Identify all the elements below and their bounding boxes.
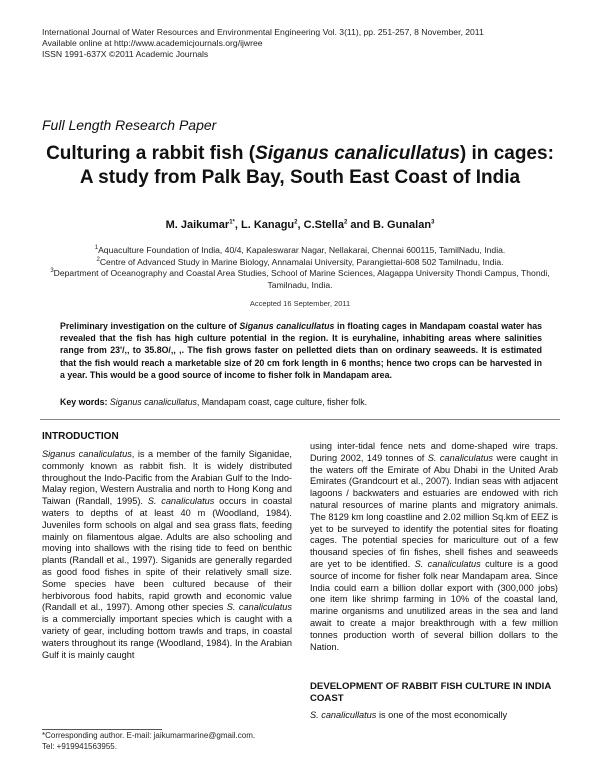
author-separator: and bbox=[347, 219, 373, 231]
abstract-species: Siganus canalicullatus bbox=[239, 321, 335, 331]
species-name: S. canaliculatus bbox=[226, 602, 292, 613]
intro-right-column bbox=[310, 441, 558, 653]
corresponding-author: *Corresponding author. E-mail: jaikumarmarine@gmail.com. bbox=[42, 731, 256, 740]
body-text: occurs in coastal waters to depths of at least 40 m (Woodland, 1984). Juveniles form schools on algal and sea grass flats, feeding mainly on filamentous algae. Adults are also schooling and moving into shallows with the rising tide to feed on benthic plants (Randall et al., 1997). Siganids are generally regarded as good food fishes in spite of their relatively small size. Some species have been cultured because of their herbivorous food habits, rapid growth and economic value (Randall et al., 1997). Among other species bbox=[42, 496, 292, 613]
body-text: is a commercially important species which is caught with a variety of gear, including bottom trawls and traps, in coastal waters throughout its range (Woodland, 1984). In the Arabian Gulf it is mainly caught bbox=[42, 614, 292, 660]
section2-text bbox=[310, 710, 558, 722]
affil-marker: 3 bbox=[50, 268, 54, 275]
author-telephone: Tel: +919941563955. bbox=[42, 741, 117, 751]
paper-title bbox=[40, 142, 560, 190]
author-affil-marker: 2 bbox=[294, 219, 298, 226]
section-divider bbox=[40, 419, 560, 420]
title-species: Siganus canalicullatus bbox=[255, 143, 460, 164]
author-name: M. Jaikumar bbox=[165, 219, 230, 231]
accepted-date: Accepted 16 September, 2011 bbox=[249, 299, 351, 308]
title-suffix: ) in cages: A study from Palk Bay, South East Coast of India bbox=[79, 143, 554, 188]
abstract-text: Preliminary investigation on the culture of bbox=[60, 321, 240, 331]
section-heading-introduction: INTRODUCTION bbox=[42, 431, 119, 442]
author-affil-marker: 2 bbox=[343, 219, 348, 226]
section-heading-development: DEVELOPMENT OF RABBIT FISH CULTURE IN INDIA COAST bbox=[310, 681, 551, 704]
footnote bbox=[42, 731, 255, 752]
intro-left-column bbox=[42, 449, 292, 661]
species-name: Siganus canaliculatus bbox=[42, 449, 132, 459]
species-name: S. canaliculatus bbox=[427, 452, 494, 463]
species-name: S. canaliculatus bbox=[414, 558, 481, 569]
journal-citation: International Journal of Water Resources and Environmental Engineering Vol. 3(11), pp. 251-257, 8 November, 2011 bbox=[42, 27, 484, 37]
journal-header bbox=[42, 27, 484, 60]
body-text: is one of the most economically bbox=[376, 710, 508, 720]
body-text: , is a member of the family Siganidae, commonly known as rabbit fish. It is widely distributed throughout the Indo-Pacific from the Arabian Gulf to the Indo-Malay region, Western Australia and north to Hong Kong and Taiwan (Randall, 1995). bbox=[42, 449, 292, 507]
author-separator: , bbox=[234, 219, 241, 231]
affiliation bbox=[50, 268, 550, 291]
body-text: using inter-tidal fence nets and dome-shaped wire traps. During 2002, 149 tonnes of bbox=[310, 441, 558, 463]
journal-url: Available online at http://www.academicjournals.org/ijwree bbox=[42, 38, 263, 48]
author-list bbox=[40, 219, 560, 231]
abstract bbox=[60, 320, 542, 381]
keywords bbox=[60, 396, 542, 408]
paper-type: Full Length Research Paper bbox=[42, 117, 217, 133]
body-text: culture is a good source of income for fisher folk near Mandapam area. Since India could earn a billion dollar export with (300,000 jobs) one item like shrimp farming in 10% of the coastal land, marine organisms and unutilized areas in the sea and land await to create a major breakthrough with a few million tonnes production worth of several billion dollars to the Nation. bbox=[310, 558, 558, 652]
affil-text: Centre of Advanced Study in Marine Biology, Annamalai University, Parangiettai-608 502 Tamilnadu, India. bbox=[99, 256, 504, 267]
abstract-text: in floating cages in Mandapam coastal water has revealed that the fish has high culture potential in the region. It is euryhaline, inhabiting areas where salinities range from 23'/‚‚ to 35.8O/‚‚ ,. The fish grows faster on pelletted diets than on ordinary seaweeds. It is estimated that the fish would reach a marketable size of 20 cm fork length in 6 months; hence two crops can be harvested in a year. This would be a good source of income to fisher folk in Mandapam area. bbox=[60, 321, 542, 380]
keywords-label: Key words: bbox=[60, 397, 108, 407]
journal-issn: ISSN 1991-637X ©2011 Academic Journals bbox=[42, 49, 209, 59]
affil-marker: 1 bbox=[94, 245, 99, 252]
author bbox=[166, 219, 241, 231]
author-name: L. Kanagu bbox=[240, 219, 295, 231]
affiliation bbox=[50, 257, 550, 269]
author bbox=[241, 219, 304, 231]
author bbox=[373, 219, 434, 231]
author-name: B. Gunalan bbox=[373, 219, 432, 231]
author bbox=[304, 219, 373, 231]
species-name: S. canalicullatus bbox=[310, 710, 377, 720]
species-name: S. canaliculatus bbox=[147, 496, 215, 507]
body-text: were caught in the waters off the Emirate of Abu Dhabi in the United Arab Emirates (Grandcourt et al., 2007). Indian seas with adjacent lagoons / backwaters and estuaries are endowed with rich natural resources of marine plants and migratory animals. The 8129 km long coastline and 2.02 million Sq.km of EEZ is yet to be surveyed to identify the potential sites for floating cages. The potential species for mariculture out of a few thousand species of fin fishes, shell fishes and seaweeds are yet to be identified. bbox=[310, 452, 558, 569]
keyword-species: Siganus canalicullatus bbox=[109, 397, 197, 407]
author-affil-marker: 3 bbox=[431, 219, 435, 226]
affiliations bbox=[50, 245, 550, 291]
author-separator: , bbox=[297, 219, 304, 231]
affil-marker: 2 bbox=[96, 256, 100, 263]
author-name: C.Stella bbox=[303, 219, 344, 231]
keywords-text: , Mandapam coast, cage culture, fisher folk. bbox=[196, 397, 368, 407]
footnote-divider bbox=[42, 729, 162, 730]
title-prefix: Culturing a rabbit fish ( bbox=[46, 143, 256, 164]
affiliation bbox=[50, 245, 550, 257]
affil-text: Department of Oceanography and Coastal Area Studies, School of Marine Sciences, Alagappa University Thondi Campus, Thondi, Tamilnadu, India. bbox=[53, 268, 550, 290]
affil-text: Aquaculture Foundation of India, 40/4, Kapaleswarar Nagar, Nellakarai, Chennai 600115, TamilNadu, India. bbox=[98, 245, 506, 255]
author-affil-marker: 1* bbox=[229, 219, 235, 226]
